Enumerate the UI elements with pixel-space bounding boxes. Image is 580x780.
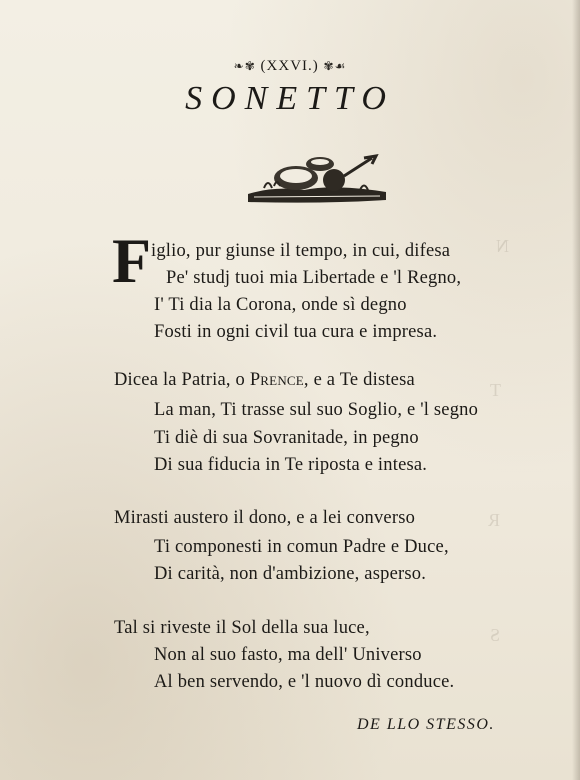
show-through: N bbox=[496, 236, 509, 256]
show-through: S bbox=[490, 625, 501, 645]
verse-line: Mirasti austero il dono, e a lei converso bbox=[114, 508, 416, 528]
verse-line: Non al suo fasto, ma dell' Universo bbox=[154, 645, 422, 665]
landscape-vignette-icon bbox=[244, 150, 390, 208]
verse-line: Fosti in ogni civil tua cura e impresa. bbox=[154, 322, 438, 342]
attribution: DE LLO STESSO. bbox=[357, 716, 495, 733]
verse-line: La man, Ti trasse sul suo Soglio, e 'l segno bbox=[154, 400, 479, 420]
right-fleuron-icon: ✾☙ bbox=[323, 59, 347, 73]
verse-line: Pe' studj tuoi mia Libertade e 'l Regno, bbox=[166, 268, 462, 288]
show-through: T bbox=[490, 380, 501, 400]
verse-line: Di sua fiducia in Te riposta e intesa. bbox=[154, 455, 428, 475]
verse-line: I' Ti dia la Corona, onde sì degno bbox=[154, 295, 407, 315]
verse-line: Al ben servendo, e 'l nuovo dì conduce. bbox=[154, 672, 455, 692]
verse-line: Ti diè di sua Sovranitade, in pegno bbox=[154, 428, 419, 448]
sonnet-number: ❧✾ (XXVI.) ✾☙ bbox=[233, 58, 347, 74]
show-through: R bbox=[488, 510, 501, 530]
left-fleuron-icon: ❧✾ bbox=[233, 59, 256, 73]
verse-line: Ti componesti in comun Padre e Duce, bbox=[154, 537, 449, 557]
drop-cap: F bbox=[112, 225, 152, 296]
verse-line: Dicea la Patria, o Prence, e a Te distesa bbox=[114, 370, 415, 390]
verse-line: Tal si riveste il Sol della sua luce, bbox=[114, 618, 370, 638]
verse-line: iglio, pur giunse il tempo, in cui, difesa bbox=[151, 241, 451, 261]
verse-line: Di carità, non d'ambizione, asperso. bbox=[154, 564, 427, 584]
page-title: SONETTO bbox=[185, 80, 395, 117]
